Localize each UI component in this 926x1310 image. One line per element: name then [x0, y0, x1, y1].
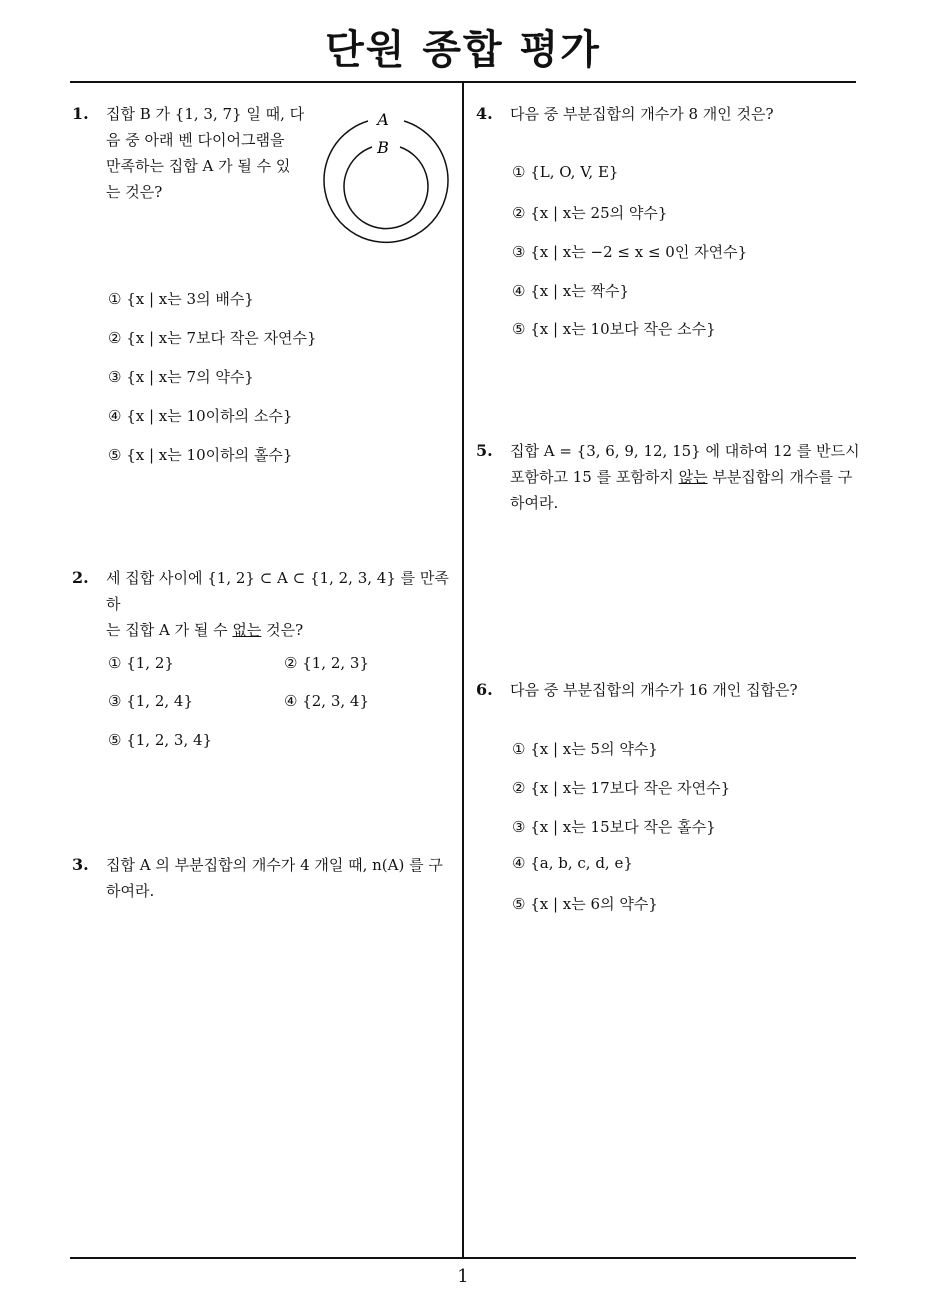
question-4: [476, 101, 860, 129]
question-text: 집합 B 가 {1, 3, 7} 일 때, 다 음 중 아래 벤 다이어그램을 만족하는 집합 A 가 될 수 있 는 것은?: [106, 105, 305, 201]
q6-option-5[interactable]: ⑤ {x | x는 6의 약수}: [512, 895, 658, 913]
footer-rule: [70, 1257, 856, 1259]
question-number: 3.: [72, 855, 89, 874]
q2-option-3[interactable]: ③ {1, 2, 4}: [108, 692, 194, 710]
question-text: 집합 A = {3, 6, 9, 12, 15} 에 대하여 12 를 반드시 포함하고 15 를 포함하지 않는 부분집합의 개수를 구 하여라.: [510, 442, 860, 512]
question-text: 다음 중 부분집합의 개수가 16 개인 집합은?: [510, 681, 798, 699]
question-1: [72, 101, 312, 211]
q1-option-4[interactable]: ④ {x | x는 10이하의 소수}: [108, 407, 293, 425]
q1-option-3[interactable]: ③ {x | x는 7의 약수}: [108, 368, 254, 386]
page-number: 1: [457, 1266, 469, 1287]
q1-option-5[interactable]: ⑤ {x | x는 10이하의 홀수}: [108, 446, 293, 464]
q2-option-4[interactable]: ④ {2, 3, 4}: [284, 692, 370, 710]
venn-diagram: [316, 108, 456, 248]
question-text: 세 집합 사이에 {1, 2} ⊂ A ⊂ {1, 2, 3, 4} 를 만족하 는 집합 A 가 될 수 없는 것은?: [106, 569, 449, 639]
question-2: [72, 565, 456, 639]
q6-option-1[interactable]: ① {x | x는 5의 약수}: [512, 740, 658, 758]
question-text: 다음 중 부분집합의 개수가 8 개인 것은?: [510, 105, 774, 123]
q1-option-2[interactable]: ② {x | x는 7보다 작은 자연수}: [108, 329, 317, 347]
question-5: [476, 438, 860, 518]
q4-option-3[interactable]: ③ {x | x는 −2 ≤ x ≤ 0인 자연수}: [512, 243, 748, 261]
q4-option-1[interactable]: ① {L, O, V, E}: [512, 163, 619, 181]
q6-option-3[interactable]: ③ {x | x는 15보다 작은 홀수}: [512, 818, 716, 836]
venn-label-b: B: [377, 138, 389, 157]
q4-option-4[interactable]: ④ {x | x는 짝수}: [512, 282, 630, 300]
question-number: 1.: [72, 104, 89, 123]
q4-option-2[interactable]: ② {x | x는 25의 약수}: [512, 204, 668, 222]
q6-option-4[interactable]: ④ {a, b, c, d, e}: [512, 854, 633, 872]
column-divider: [462, 83, 464, 1258]
q2-option-2[interactable]: ② {1, 2, 3}: [284, 654, 370, 672]
venn-inner-circle: [344, 147, 428, 229]
q1-option-1[interactable]: ① {x | x는 3의 배수}: [108, 290, 254, 308]
question-text: 집합 A 의 부분집합의 개수가 4 개일 때, n(A) 를 구 하여라.: [106, 856, 443, 900]
question-number: 4.: [476, 104, 493, 123]
question-number: 5.: [476, 441, 493, 460]
q2-option-1[interactable]: ① {1, 2}: [108, 654, 174, 672]
q2-option-5[interactable]: ⑤ {1, 2, 3, 4}: [108, 731, 213, 749]
q4-option-5[interactable]: ⑤ {x | x는 10보다 작은 소수}: [512, 320, 716, 338]
question-3: [72, 852, 456, 908]
question-6: [476, 677, 860, 705]
page-title: 단원 종합 평가: [325, 27, 601, 73]
question-number: 6.: [476, 680, 493, 699]
venn-label-a: A: [377, 110, 389, 129]
q6-option-2[interactable]: ② {x | x는 17보다 작은 자연수}: [512, 779, 731, 797]
question-number: 2.: [72, 568, 89, 587]
